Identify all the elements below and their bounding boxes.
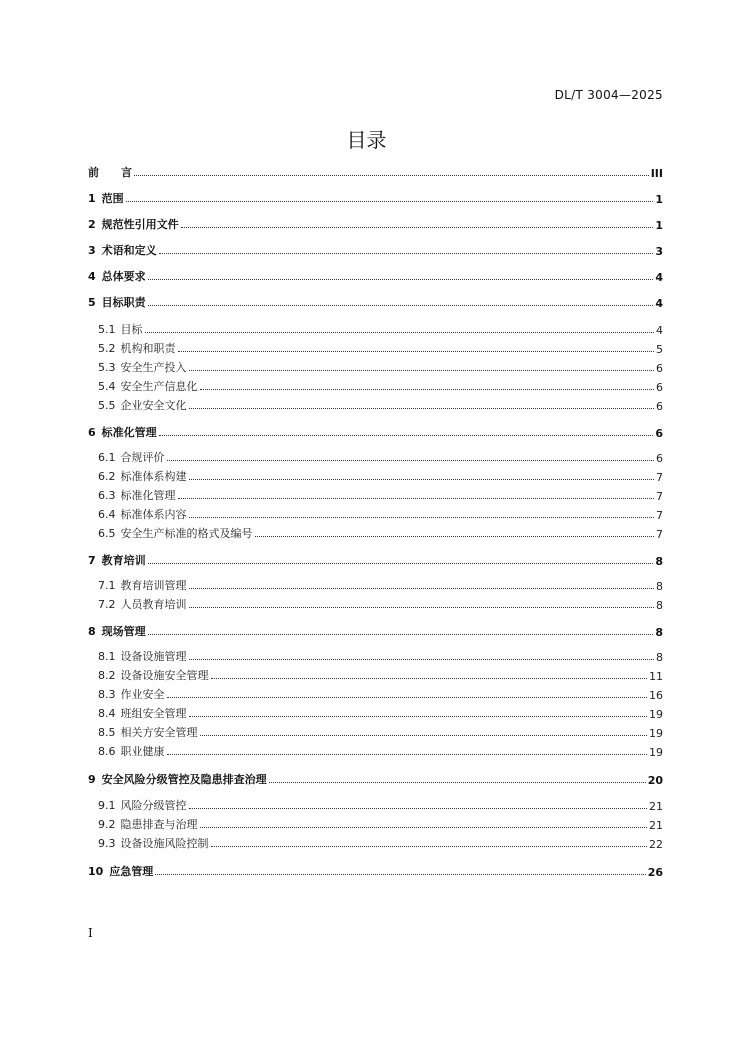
toc-entry[interactable] [88,160,663,180]
toc-entry-text: 教育培训 [101,554,146,567]
toc-entry-text: 相关方安全管理 [120,726,198,739]
toc-entry-text: 术语和定义 [101,244,157,257]
toc-entry-number: 8.5 [98,726,116,739]
toc-page-number: 4 [655,271,663,284]
toc-entry-label [98,667,209,683]
toc-page-number: 7 [656,528,663,541]
toc-entry-text: 规范性引用文件 [101,218,179,231]
toc-subentry[interactable] [88,644,663,664]
toc-entry-label [98,686,165,702]
toc-subentry[interactable] [88,573,663,593]
toc-page-number: 7 [656,471,663,484]
dot-leader [189,478,655,480]
toc-entry-label [98,705,187,721]
dot-leader [148,304,654,306]
toc-entry-number: 6.4 [98,508,116,521]
toc-subentry[interactable] [88,393,663,413]
toc-entry-number: 5.5 [98,399,116,412]
toc-entry-number: 9 [88,773,96,786]
toc-subentry[interactable] [88,521,663,541]
toc-entry-number: 6.5 [98,527,116,540]
dot-leader [269,781,646,783]
toc-subentry[interactable] [88,502,663,522]
toc-entry[interactable] [88,420,663,440]
dot-leader [189,606,655,608]
toc-page-number: 1 [655,193,663,206]
toc-entry-number: 8.1 [98,650,116,663]
dot-leader [181,226,654,228]
dot-leader [189,807,648,809]
toc-entry-number: 4 [88,270,96,283]
toc-entry-number: 6.3 [98,489,116,502]
toc-entry-text: 标准体系内容 [120,508,187,521]
toc-subentry[interactable] [88,483,663,503]
toc-entry-label [98,648,187,664]
dot-leader [148,633,654,635]
toc-entry-label [98,525,253,541]
toc-entry-text: 标准化管理 [120,489,176,502]
toc-entry-text: 总体要求 [101,270,146,283]
toc-subentry[interactable] [88,682,663,702]
toc-entry-text: 安全生产信息化 [120,380,198,393]
toc-entry-label [88,242,157,258]
toc-subentry[interactable] [88,701,663,721]
footer-page-number: I [88,926,93,940]
toc-page-number: 8 [655,626,663,639]
toc-entry-number: 5 [88,296,96,309]
dot-leader [159,434,654,436]
toc-entry-number: 7.1 [98,579,116,592]
toc-entry-label [98,321,143,337]
toc-entry-label [88,294,146,310]
toc-entry-number: 10 [88,865,104,878]
toc-entry-text: 作业安全 [120,688,165,701]
dot-leader [189,407,655,409]
toc-entry-number: 9.3 [98,837,116,850]
toc-page-number: 1 [655,219,663,232]
dot-leader [200,388,655,390]
toc-entry-label [98,816,198,832]
toc-page-number: 6 [656,381,663,394]
toc-page-number: 21 [649,819,663,832]
toc-entry-label [88,863,153,879]
toc-entry-text: 安全生产标准的格式及编号 [120,527,253,540]
toc-subentry[interactable] [88,355,663,375]
toc-subentry[interactable] [88,793,663,813]
toc-page-number: 20 [647,774,663,787]
toc-page-number: 21 [649,800,663,813]
toc-entry[interactable] [88,859,663,879]
toc-entry-text: 职业健康 [120,745,165,758]
toc-entry[interactable] [88,212,663,232]
dot-leader [200,734,648,736]
toc-entry-text: 合规评价 [120,451,165,464]
toc-subentry[interactable] [88,739,663,759]
toc-entry-label [98,743,165,759]
toc-entry[interactable] [88,264,663,284]
toc-subentry[interactable] [88,592,663,612]
toc-entry-label [88,216,179,232]
toc-page-number: 5 [656,343,663,356]
toc-page-number: 4 [655,297,663,310]
toc-entry-text: 目标职责 [101,296,146,309]
toc-page-number: 6 [656,362,663,375]
toc-entry[interactable] [88,186,663,206]
toc-entry[interactable] [88,619,663,639]
toc-subentry[interactable] [88,317,663,337]
dot-leader [134,174,649,176]
dot-leader [126,200,654,202]
toc-entry-text: 安全生产投入 [120,361,187,374]
toc-subentry[interactable] [88,812,663,832]
dot-leader [255,535,655,537]
toc-page-number: 16 [649,689,663,702]
toc-subentry[interactable] [88,720,663,740]
dot-leader [178,497,655,499]
toc-entry-label [98,506,187,522]
dot-leader [189,587,655,589]
toc-page-number: 7 [656,509,663,522]
dot-leader [211,845,648,847]
toc-entry-label [88,623,146,639]
toc-entry-text: 目标 [120,323,143,336]
toc-entry-label [98,340,176,356]
toc-entry-text: 风险分级管控 [120,799,187,812]
toc-entry-number: 7 [88,554,96,567]
toc-entry-number: 8.4 [98,707,116,720]
toc-page-number: 19 [649,708,663,721]
toc-subentry[interactable] [88,445,663,465]
toc-page-number: 8 [656,651,663,664]
toc-page-number: 8 [656,580,663,593]
toc-entry-label [88,190,124,206]
toc-entry-label [98,449,165,465]
toc-entry-label [98,577,187,593]
toc-entry-label [88,424,157,440]
toc-entry-label [98,397,187,413]
dot-leader [167,753,648,755]
toc-entry-number: 8.6 [98,745,116,758]
toc-entry-text: 标准体系构建 [120,470,187,483]
toc-entry-label [88,771,267,787]
toc-entry-number: 8.2 [98,669,116,682]
toc-entry-text: 标准化管理 [101,426,157,439]
toc-entry-number: 7.2 [98,598,116,611]
toc-entry-number: 5.4 [98,380,116,393]
dot-leader [189,658,655,660]
toc-entry-number: 9.2 [98,818,116,831]
toc-entry-label [98,797,187,813]
toc-entry[interactable] [88,290,663,310]
dot-leader [189,516,655,518]
document-code: DL/T 3004—2025 [554,88,663,102]
toc-page-number: 26 [647,866,663,879]
dot-leader [189,369,655,371]
dot-leader [159,252,654,254]
toc-entry-number: 1 [88,192,96,205]
dot-leader [189,715,648,717]
toc-entry-text: 人员教育培训 [120,598,187,611]
dot-leader [167,459,655,461]
dot-leader [145,331,655,333]
toc-entry-label [88,552,146,568]
toc-entry-label [98,359,187,375]
toc-entry-text: 前 言 [88,166,132,179]
toc-entry-text: 设备设施风险控制 [120,837,209,850]
toc-entry-text: 现场管理 [101,625,146,638]
toc-entry-label [88,164,132,180]
toc-subentry[interactable] [88,464,663,484]
toc-entry-text: 安全风险分级管控及隐患排查治理 [101,773,267,786]
toc-page-number: 3 [655,245,663,258]
toc-entry-label [88,268,146,284]
toc-entry[interactable] [88,238,663,258]
toc-entry-number: 6.2 [98,470,116,483]
toc-entry-text: 设备设施管理 [120,650,187,663]
toc-entry-label [98,835,209,851]
dot-leader [178,350,655,352]
toc-page-number: 19 [649,727,663,740]
dot-leader [211,677,648,679]
toc-entry-number: 5.3 [98,361,116,374]
toc-entry-text: 应急管理 [109,865,154,878]
toc-page-number: 22 [649,838,663,851]
toc-page-number: 4 [656,324,663,337]
toc-entry-number: 6 [88,426,96,439]
toc-entry-label [98,596,187,612]
toc-page-number: 7 [656,490,663,503]
toc-entry-text: 企业安全文化 [120,399,187,412]
toc-entry-text: 范围 [101,192,124,205]
toc-entry[interactable] [88,767,663,787]
toc-entry-text: 机构和职责 [120,342,176,355]
toc-page-number: 19 [649,746,663,759]
dot-leader [167,696,648,698]
toc-entry-label [98,487,176,503]
toc-page-number: 11 [649,670,663,683]
toc-page-number: 8 [656,599,663,612]
toc-entry-number: 2 [88,218,96,231]
toc-entry-number: 6.1 [98,451,116,464]
toc-entry-number: 3 [88,244,96,257]
dot-leader [148,278,654,280]
toc-subentry[interactable] [88,374,663,394]
toc-entry-label [98,724,198,740]
toc-subentry[interactable] [88,663,663,683]
toc-entry-label [98,468,187,484]
toc-subentry[interactable] [88,831,663,851]
toc-page-number: 6 [656,452,663,465]
toc-entry[interactable] [88,548,663,568]
toc-page-number: 8 [655,555,663,568]
toc-entry-text: 班组安全管理 [120,707,187,720]
toc-entry-number: 9.1 [98,799,116,812]
toc-subentry[interactable] [88,336,663,356]
toc-page-number: III [650,167,663,180]
dot-leader [200,826,648,828]
toc-page-number: 6 [656,400,663,413]
toc-entry-number: 5.1 [98,323,116,336]
toc-entry-text: 教育培训管理 [120,579,187,592]
toc-entry-text: 设备设施安全管理 [120,669,209,682]
toc-page-number: 6 [655,427,663,440]
toc-entry-label [98,378,198,394]
toc-entry-number: 5.2 [98,342,116,355]
page-title: 目录 [346,128,387,152]
toc-entry-number: 8.3 [98,688,116,701]
toc-entry-number: 8 [88,625,96,638]
toc-entry-text: 隐患排查与治理 [120,818,198,831]
dot-leader [155,873,645,875]
dot-leader [148,562,654,564]
